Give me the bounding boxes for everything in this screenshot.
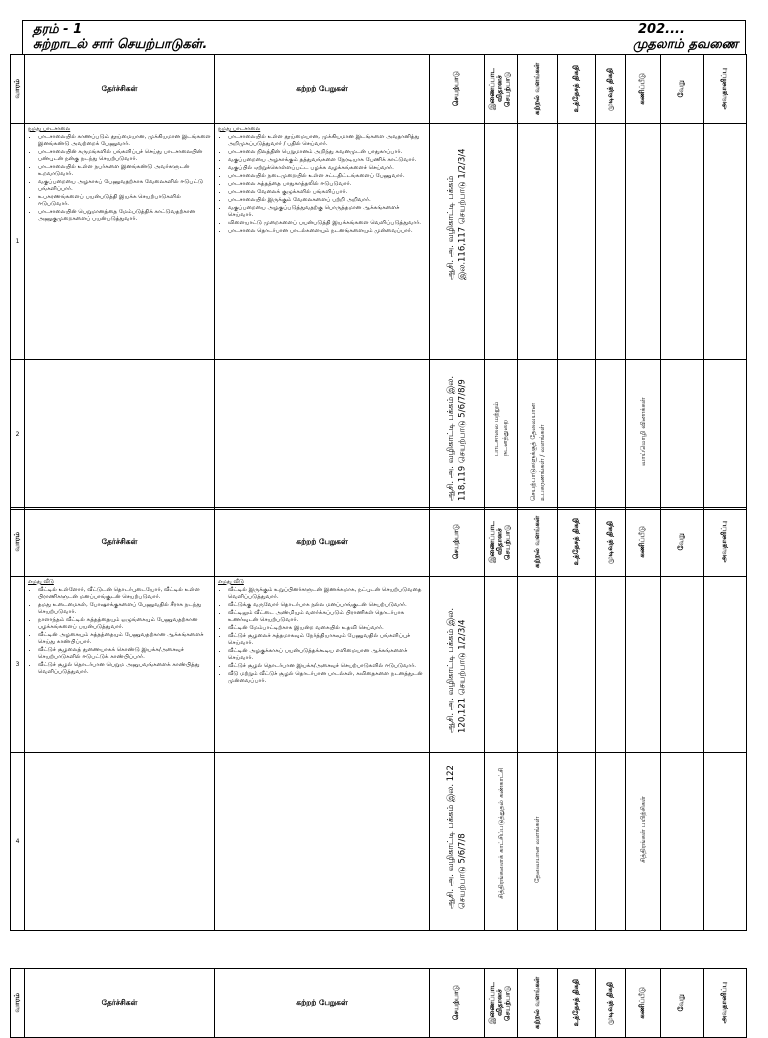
competency-cell (25, 577, 215, 753)
resources-cell: தேவையான வளங்கள் (518, 753, 558, 931)
col-related: இணைப்பாட விதானச் செயற்பாடு (485, 508, 518, 577)
table-row (11, 577, 747, 753)
col-outcomes: கற்றற் பேறுகள் (215, 508, 430, 577)
completed-date-cell (596, 577, 626, 753)
list-item: • பாடசாலையில் காணப்படும் தூய்மையான, முக்கியமான இடங்களை இனங்கண்டு அவற்றைக் பேணுவார். (38, 134, 211, 148)
assessment-cell (626, 124, 661, 360)
list-item: • வீட்டின் மேம்பாட்டிற்காக இயன்ற வகையில் உதவி செய்வார். (228, 625, 426, 632)
activity-cell: ஆசி. அ. வழிகாட்டி பக்கம் இல. 120,121 செயற்பாடு 1/2/3/4 (430, 577, 485, 753)
list-item: • வீட்டுச் சூழல் தொடர்பான இயக்க/அசைவுச் செயற்பாடுகளில் ஈடுபடுவார். (228, 663, 426, 670)
competency-heading: எமது வீடு (28, 579, 54, 585)
remarks-cell (661, 577, 704, 753)
header-row (11, 508, 747, 577)
list-item: • வீடு மற்றும் வீட்டுச் சூழல் தொடர்பான பாடல்கள், கவிதைகளை நடனத்துடன் முன்வைப்பார். (228, 671, 426, 685)
assessment-cell: சித்திரங்கள் பயிற்சிகள் (626, 753, 661, 931)
list-item: • வகுப்பறையை அழகாகப் பேணுவதற்காக வேலைகளில் ஈடுபட்டு பங்களிப்பார். (38, 179, 211, 193)
year-label: 202.... (638, 22, 685, 37)
col-assessment: கணிப்பீடு (626, 969, 661, 1038)
outcomes-cell (215, 360, 430, 510)
list-item: • பாடசாலை சுத்தத்தை பாதுகாத்தலில் ஈடுபடுவார். (228, 181, 426, 188)
list-item: • பாடசாலை தொடர்பான பாடல்களையும் நடனங்களையும் முன்வைப்பார். (228, 228, 426, 235)
completed-date-cell (596, 360, 626, 510)
remarks-cell (661, 360, 704, 510)
plan-table-3 (10, 968, 747, 1038)
table-row (11, 360, 747, 510)
related-cell: சித்திரங்களைக் காட்சிப்படுத்துதல் கண்காட்சி (485, 753, 518, 931)
col-outcomes: கற்றற் பேறுகள் (215, 969, 430, 1038)
competency-heading: நமது பாடசாலை (28, 126, 71, 132)
col-objective-date: உத்தேசத் திகதி (558, 55, 596, 124)
assessment-cell: வாய்மொழி வினாக்கள் (626, 360, 661, 510)
table-row (11, 753, 747, 931)
objective-date-cell (558, 124, 596, 360)
list-item: • தமது உடைமைகள், போஷாக்குகளைப் பேணுவதில் சீராக நடந்து செயற்படுவார். (38, 602, 211, 616)
col-resources: கற்றல் வளங்கள் (518, 55, 558, 124)
col-competency: தேர்ச்சிகள் (25, 55, 215, 124)
col-objective-date: உத்தேசத் திகதி (558, 969, 596, 1038)
col-assessment: கணிப்பீடு (626, 508, 661, 577)
page-header (22, 20, 746, 54)
header-row (11, 969, 747, 1038)
list-item: • வீட்டுச் சூழல் தொடர்பான பெறும அனுபவங்களைக் காண்பித்து வெளிப்படுத்துவார். (38, 662, 211, 676)
objective-date-cell (558, 360, 596, 510)
week-number: 1 (11, 124, 25, 360)
outcomes-cell (215, 577, 430, 753)
resources-cell (518, 577, 558, 753)
outcomes-heading: நமது பாடசாலை (218, 126, 261, 132)
list-item: • வீட்டில் உள்ளோர், வீட்டுடன் தொடர்புடையோர், வீட்டில் உள்ள பிராணிகளுடன் மனப்பாங்குடன் செயற்படுவார். (38, 587, 211, 601)
col-activity: செயற்பாடு (430, 55, 485, 124)
week-number: 2 (11, 360, 25, 510)
term-label: முதலாம் தவணை (633, 37, 739, 52)
list-item: • பாடசாலையில் உள்ள நபர்களை இனங்கண்டு அவர்களுடன் உறவாடுவார். (38, 164, 211, 178)
plan-table-1 (10, 54, 747, 510)
list-item: • பாடசாலையின் கருமங்களில் பங்களிப்புச் செய்து பாடசாலையின் பண்புடன் நன்கு நடந்து செயற்படுவார். (38, 149, 211, 163)
header-row (11, 55, 747, 124)
col-notes: அவதானிப்பு (704, 508, 747, 577)
list-item: • உபகரணங்களைப் பயன்படுத்தி இயக்க செயற்பாடுகளில் ஈடுபடுவார். (38, 194, 211, 208)
list-item: • வீட்டுச் சூழலைத் துணையாகக் கொண்டு இயக்க/அசைவுச் செயற்பாடுகளில் ஈடுபட்டுக் காண்பிப்பார். (38, 647, 211, 661)
competency-cell (25, 124, 215, 360)
subject-title: சுற்றாடல் சார் செயற்பாடுகள். (33, 37, 208, 52)
list-item: • வகுப்பறையை அழகுப்படுத்துவதற்கு பொருத்தமான ஆக்கங்களைச் செய்வார். (228, 205, 426, 219)
completed-date-cell (596, 753, 626, 931)
list-item: • பாடசாலையில் இருக்கும் வேலைகளைப் பற்றி அறிவார். (228, 197, 426, 204)
activity-cell: ஆசி. அ. வழிகாட்டி பக்கம் இல. 122 செயற்பாடு 5/6/7/8 (430, 753, 485, 931)
plan-table-2 (10, 507, 747, 931)
remarks-cell (661, 124, 704, 360)
grade-label: தரம் - 1 (33, 22, 83, 37)
notes-cell (704, 124, 747, 360)
outcomes-list (218, 134, 426, 235)
col-assessment: கணிப்பீடு (626, 55, 661, 124)
col-notes: அவதானிப்பு (704, 55, 747, 124)
completed-date-cell (596, 124, 626, 360)
remarks-cell (661, 753, 704, 931)
competency-list (28, 134, 211, 223)
col-week: வாரம் (11, 508, 25, 577)
notes-cell (704, 360, 747, 510)
col-related: இணைப்பாட விதானச் செயற்பாடு (485, 55, 518, 124)
notes-cell (704, 577, 747, 753)
col-completed-date: முடிவுத் திகதி (596, 55, 626, 124)
col-remarks: வேறு (661, 55, 704, 124)
assessment-cell (626, 577, 661, 753)
col-notes: அவதானிப்பு (704, 969, 747, 1038)
week-number: 4 (11, 753, 25, 931)
activity-cell: ஆசி. அ. வழிகாட்டி பக்கம் இல.116,117 செயற்பாடு 1/2/3/4 (430, 124, 485, 360)
list-item: • விளையாட்டு முறைகளைப் பயன்படுத்தி இயக்கங்களை வெளிப்படுத்துவார். (228, 220, 426, 227)
col-remarks: வேறு (661, 508, 704, 577)
objective-date-cell (558, 753, 596, 931)
list-item: • நாளாந்தம் வீட்டில் சுத்தத்தையும் ஒழுங்கையும் பேணுவதற்கான பழக்கங்களைப் பயன்படுத்துவார். (38, 617, 211, 631)
list-item: • பாடசாலையில் உள்ள தூய்மையான, முக்கியமான இடங்களை அவதானித்து அறிமுகப்படுத்துவார் / பதில் செய்வார். (228, 134, 426, 148)
outcomes-list (218, 587, 426, 685)
col-competency: தேர்ச்சிகள் (25, 508, 215, 577)
col-week: வாரம் (11, 969, 25, 1038)
col-completed-date: முடிவுத் திகதி (596, 508, 626, 577)
competency-list (28, 587, 211, 676)
table-row (11, 124, 747, 360)
list-item: • வகுப்பில் ஏற்றுக்கொள்ளப்பட்ட பழக்க வழக்கங்களைச் செய்வார். (228, 165, 426, 172)
competency-cell (25, 360, 215, 510)
week-number: 3 (11, 577, 25, 753)
list-item: • வகுப்பறையை அழகாக்கும் தத்துவங்களை நேரடியாக பேணிக் காட்டுவார். (228, 157, 426, 164)
list-item: • வீட்டின் அழகுக்காகப் பயன்படுத்தக்கூடிய எளிமையான ஆக்கங்களைச் செய்வார். (228, 648, 426, 662)
list-item: • பாடசாலையின் பெறுமானத்தை மேம்படுத்திக் காட்டுவதற்கான அணுகுமுறைகளைப் பயன்படுத்துவார். (38, 209, 211, 223)
list-item: • வீட்டுச் சூழலைச் சுத்தமாகவும் நேர்த்தியாகவும் பேணுவதில் பங்களிப்புச் செய்வார். (228, 633, 426, 647)
list-item: • பாடசாலை நிலத்தின் பெறுமானம் அறிந்து கவனமுடன் பாதுகாப்பார். (228, 149, 426, 156)
list-item: • பாடசாலையில் நடைமுறையில் உள்ள சட்டதிட்டங்களைப் பேணுவார். (228, 173, 426, 180)
activity-cell: ஆசி. அ. வழிகாட்டி பக்கம் இல. 118,119 செயற்பாடு 5/6/7/8/9 (430, 360, 485, 510)
objective-date-cell (558, 577, 596, 753)
col-remarks: வேறு (661, 969, 704, 1038)
col-related: இணைப்பாட விதானச் செயற்பாடு (485, 969, 518, 1038)
resources-cell: செயற்பாடுகளுக்குத் தேவையான உபகரணங்கள் / வளங்கள் (518, 360, 558, 510)
competency-cell (25, 753, 215, 931)
list-item: • பாடசாலை வேலைக் குழுக்களில் பங்களிப்பார். (228, 189, 426, 196)
outcomes-cell (215, 753, 430, 931)
related-cell (485, 577, 518, 753)
list-item: • வீட்டில் இருக்கும் உறுப்பினர்களுடன் இணக்கமாக, நட்புடன் செயற்படுவதை வெளிப்படுத்துவார். (228, 587, 426, 601)
col-completed-date: முடிவுத் திகதி (596, 969, 626, 1038)
related-cell (485, 124, 518, 360)
col-activity: செயற்பாடு (430, 969, 485, 1038)
outcomes-cell (215, 124, 430, 360)
notes-cell (704, 753, 747, 931)
list-item: • வீட்டின் அழகையும் சுத்தத்தையும் பேணுவதற்கான ஆக்கங்களைச் செய்து காண்பிப்பார். (38, 632, 211, 646)
col-outcomes: கற்றற் பேறுகள் (215, 55, 430, 124)
col-objective-date: உத்தேசத் திகதி (558, 508, 596, 577)
resources-cell (518, 124, 558, 360)
list-item: • வீட்டிலும் வீட்டை அண்மியும் வளர்க்கப்படும் பிராணிகள் தொடர்பாக உணர்வுடன் செயற்படுவார். (228, 610, 426, 624)
outcomes-heading: எமது வீடு (218, 579, 244, 585)
col-activity: செயற்பாடு (430, 508, 485, 577)
col-resources: கற்றல் வளங்கள் (518, 969, 558, 1038)
list-item: • வீட்டுக்கு வருவோர் தொடர்பாக நல்ல மனப்பாங்குடன் செயற்படுவார். (228, 602, 426, 609)
col-week: வாரம் (11, 55, 25, 124)
related-cell: பாடசாலை மற்றும் நடனத்துறை (485, 360, 518, 510)
col-competency: தேர்ச்சிகள் (25, 969, 215, 1038)
col-resources: கற்றல் வளங்கள் (518, 508, 558, 577)
